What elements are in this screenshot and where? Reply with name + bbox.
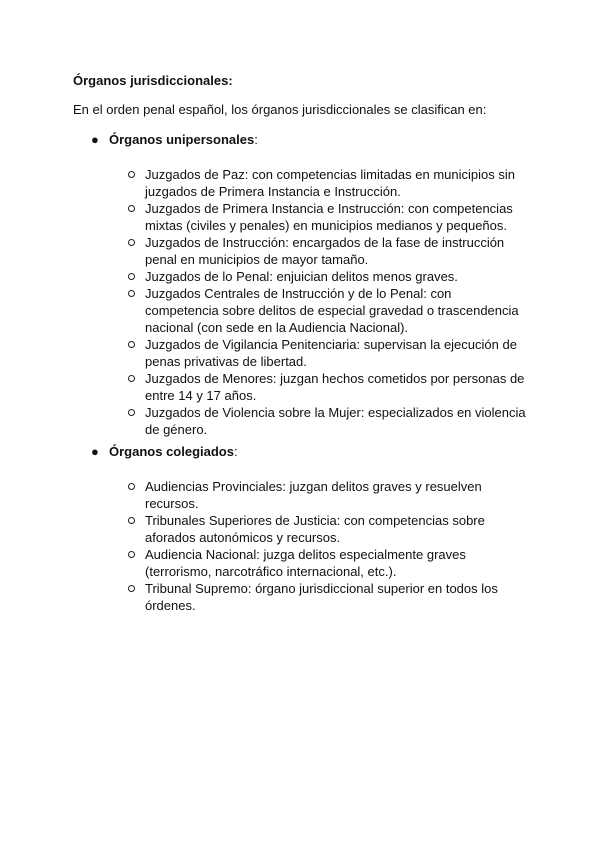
list-item xyxy=(127,370,527,404)
circle-bullet-icon xyxy=(128,517,135,524)
list-item xyxy=(127,580,527,614)
list-item xyxy=(127,166,527,200)
section-title-suffix: : xyxy=(233,444,238,459)
bullet-icon: ● xyxy=(91,444,99,459)
list-item xyxy=(127,336,527,370)
section-title-text: Órganos colegiados xyxy=(109,444,234,459)
list-item xyxy=(127,268,527,285)
circle-bullet-icon xyxy=(128,290,135,297)
list-item-text: Juzgados de Instrucción: encargados de la fase de instrucción penal en municipios de mayor tamaño. xyxy=(145,235,505,267)
circle-bullet-icon xyxy=(128,551,135,558)
list-item xyxy=(127,285,527,336)
circle-bullet-icon xyxy=(128,341,135,348)
section-title xyxy=(91,131,531,148)
list-item-text: Juzgados de lo Penal: enjuician delitos menos graves. xyxy=(145,269,458,284)
circle-bullet-icon xyxy=(128,375,135,382)
list-item xyxy=(127,512,527,546)
section-title-text: Órganos unipersonales xyxy=(109,132,255,147)
bullet-icon: ● xyxy=(91,132,99,147)
document-heading: Órganos jurisdiccionales: xyxy=(73,73,233,88)
section-title xyxy=(91,443,531,460)
sublist-colegiados xyxy=(127,478,527,614)
list-item-text: Juzgados de Violencia sobre la Mujer: especializados en violencia de género. xyxy=(145,405,526,437)
sublist-unipersonales xyxy=(127,166,527,438)
circle-bullet-icon xyxy=(128,409,135,416)
section-title-suffix: : xyxy=(254,132,258,147)
list-item xyxy=(127,478,527,512)
intro-paragraph: En el orden penal español, los órganos jurisdiccionales se clasifican en: xyxy=(73,102,487,117)
section-unipersonales xyxy=(91,131,531,438)
list-item-text: Juzgados de Primera Instancia e Instrucción: con competencias mixtas (civiles y penales) en municipios medianos y pequeños. xyxy=(145,201,513,233)
list-item-text: Tribunal Supremo: órgano jurisdiccional superior en todos los órdenes. xyxy=(145,581,498,613)
circle-bullet-icon xyxy=(128,205,135,212)
circle-bullet-icon xyxy=(128,273,135,280)
circle-bullet-icon xyxy=(128,585,135,592)
list-item-text: Juzgados Centrales de Instrucción y de lo Penal: con competencia sobre delitos de especial gravedad o trascendencia nacional (con sede en la Audiencia Nacional). xyxy=(145,286,519,335)
list-item-text: Juzgados de Paz: con competencias limitadas en municipios sin juzgados de Primera Instancia e Instrucción. xyxy=(145,167,515,199)
circle-bullet-icon xyxy=(128,171,135,178)
list-item-text: Audiencia Nacional: juzga delitos especialmente graves (terrorismo, narcotráfico internacional, etc.). xyxy=(145,547,466,579)
circle-bullet-icon xyxy=(128,483,135,490)
section-colegiados xyxy=(91,443,531,614)
list-item xyxy=(127,404,527,438)
list-item xyxy=(127,200,527,234)
list-item-text: Juzgados de Vigilancia Penitenciaria: supervisan la ejecución de penas privativas de libertad. xyxy=(145,337,517,369)
list-item-text: Audiencias Provinciales: juzgan delitos graves y resuelven recursos. xyxy=(145,479,482,511)
list-item xyxy=(127,546,527,580)
list-item-text: Tribunales Superiores de Justicia: con competencias sobre aforados autonómicos y recursos. xyxy=(145,513,485,545)
list-item xyxy=(127,234,527,268)
circle-bullet-icon xyxy=(128,239,135,246)
list-item-text: Juzgados de Menores: juzgan hechos cometidos por personas de entre 14 y 17 años. xyxy=(145,371,525,403)
